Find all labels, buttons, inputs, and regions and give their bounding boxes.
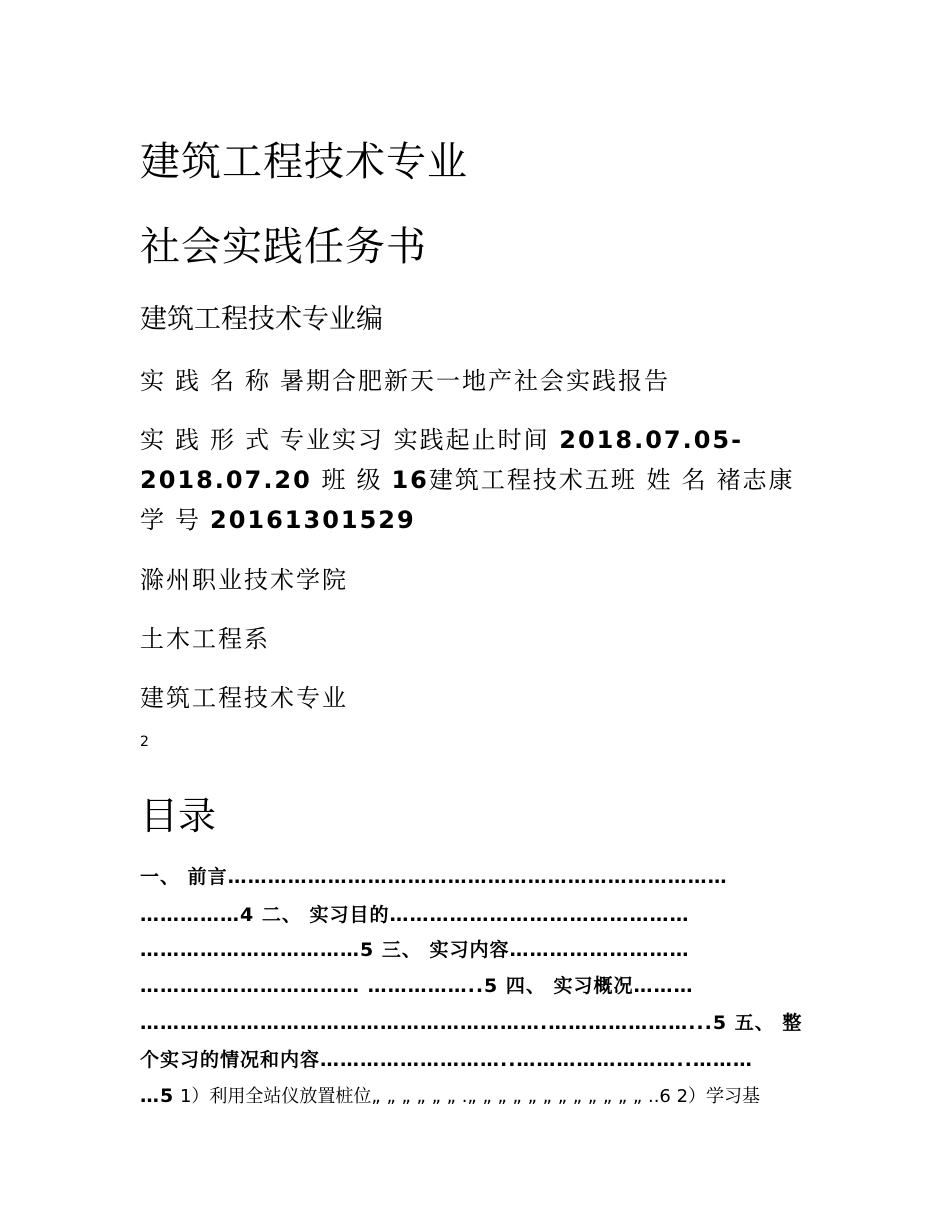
document-title-line2: 社会实践任务书 <box>140 224 427 270</box>
practice-name-label: 实践名称 <box>140 367 280 395</box>
toc-line-3: ……………………………5 三、 实习内容……………………… <box>140 939 690 961</box>
toc-line-6: 个实习的情况和内容………………………..……………………..……… <box>140 1049 753 1071</box>
page-number: 2 <box>140 734 149 750</box>
student-name-label: 姓名 <box>646 466 717 494</box>
class-label: 班级 <box>321 466 392 494</box>
toc-line-1: 一、 前言………………………………………………………………… <box>140 866 728 888</box>
student-id-row <box>140 500 416 535</box>
toc-line-5: …………………………………………………….…………………...5 五、 整 <box>140 1012 803 1034</box>
student-id-label: 学号 <box>140 506 210 534</box>
toc-line-4: …………………………… ……………..5 四、 实习概况……… <box>140 975 694 997</box>
practice-form-row <box>140 420 743 455</box>
school-name: 滁州职业技术学院 <box>140 566 348 594</box>
practice-period-start: 2018.07.05- <box>559 426 744 454</box>
document-subtitle: 建筑工程技术专业编 <box>140 304 383 335</box>
department-name: 土木工程系 <box>140 625 270 653</box>
major-name: 建筑工程技术专业 <box>140 684 348 712</box>
practice-form-label: 实践形式 <box>140 426 280 454</box>
practice-form-value: 专业实习 <box>280 426 384 454</box>
class-name-row <box>140 460 795 495</box>
practice-period-label: 实践起止时间 <box>393 426 550 454</box>
student-name-value: 褚志康 <box>716 466 795 494</box>
toc-line-7 <box>140 1082 760 1108</box>
student-id-value: 20161301529 <box>210 506 416 534</box>
practice-name-row <box>140 361 670 396</box>
class-number: 16 <box>391 466 429 494</box>
toc-line-2: ……………4 二、 实习目的……………………………………… <box>140 904 690 926</box>
class-name: 建筑工程技术五班 <box>428 466 637 494</box>
practice-name-value: 暑期合肥新天一地产社会实践报告 <box>280 367 670 395</box>
practice-period-end: 2018.07.20 <box>140 466 312 494</box>
toc-heading: 目录 <box>140 794 217 838</box>
document-title-line1: 建筑工程技术专业 <box>140 139 468 185</box>
toc-line-7-page: …5 <box>140 1085 175 1107</box>
toc-line-7-rest: 1）利用全站仪放置桩位„ „ „ „ „ „ .„ „ „ „ „ „ „ „ „ „ „ „ ..6 2）学习基 <box>174 1086 761 1107</box>
